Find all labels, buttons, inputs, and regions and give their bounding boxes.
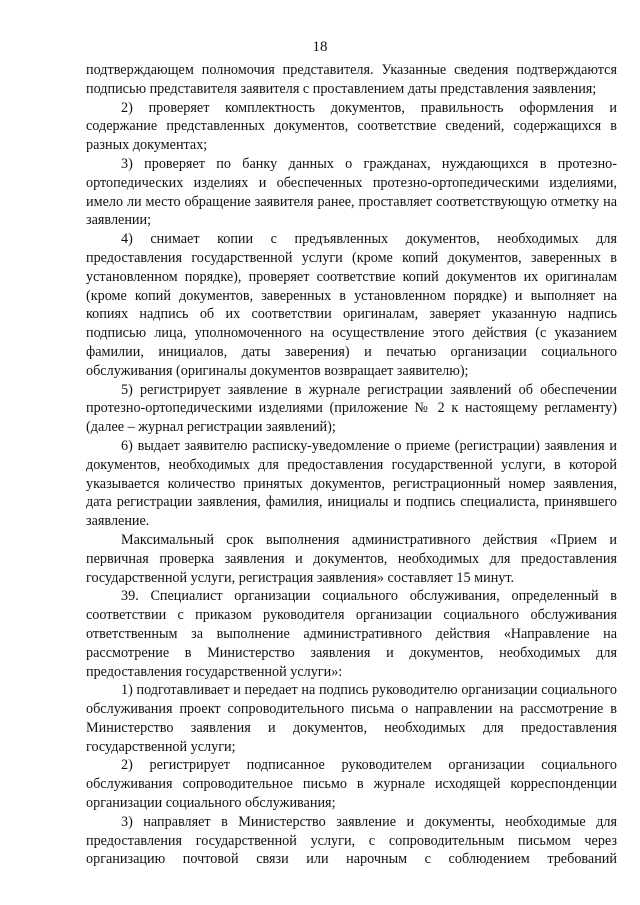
paragraph-item-5: 5) регистрирует заявление в журнале регистрации заявлений об обеспечении протезно-ортопедическими изделиями (приложение № 2 к настоящему регламенту) (далее – журнал регистрации заявлений); [86,381,617,436]
paragraph-item-3: 3) проверяет по банку данных о гражданах, нуждающихся в протезно-ортопедических изделиях и обеспеченных протезно-ортопедическими изделиями, имело ли место обращение заявителя ранее, проставляет соответствующую отметку на заявлении; [86,155,617,229]
paragraph-item-2: 2) проверяет комплектность документов, правильность оформления и содержание представленных документов, соответствие сведений, содержащихся в разных документах; [86,99,617,154]
paragraph-max-duration: Максимальный срок выполнения административного действия «Прием и первичная проверка заявления и документов, необходимых для предоставления государственной услуги, регистрация заявления» составляет 15 минут. [86,531,617,586]
paragraph-section-39: 39. Специалист организации социального обслуживания, определенный в соответствии с приказом руководителя организации социального обслуживания ответственным за выполнение административного действия «Направление на рассмотрение в Министерство заявления и документов, необходимых для предоставления государственной услуги»: [86,588,617,680]
paragraph-39-item-2: 2) регистрирует подписанное руководителем организации социального обслуживания сопроводительное письмо в журнале исходящей корреспонденции организации социального обслуживания; [86,757,617,812]
paragraph-item-6: 6) выдает заявителю расписку-уведомление о приеме (регистрации) заявления и документов, необходимых для предоставления государственной услуги, в которой указывается количество принятых документов, регистрационный номер заявления, дата регистрации заявления, фамилия, инициалы и подпись специалиста, принявшего заявление. [86,437,617,530]
document-body [86,61,617,869]
paragraph-continuation: подтверждающем полномочия представителя. Указанные сведения подтверждаются подписью представителя заявителя с проставлением даты представления заявления; [86,62,617,97]
page-number: 18 [312,39,328,55]
paragraph-item-4: 4) снимает копии с предъявленных документов, необходимых для предоставления государственной услуги (кроме копий документов, заверенных в установленном порядке), проверяет соответствие копий документов их оригиналам (кроме копий документов, заверенных в установленном порядке) и выполняет на копиях надпись об их соответствии оригиналам, заверяет указанную надпись подписью лица, уполномоченного на осуществление этого действия (с указанием фамилии, инициалов, даты заверения) и печатью организации социального обслуживания (оригиналы документов возвращает заявителю); [86,231,617,379]
paragraph-39-item-3: 3) направляет в Министерство заявление и документы, необходимые для предоставления государственной услуги, с сопроводительным письмом через организацию почтовой связи или нарочным с соблюдением требований [86,813,617,868]
paragraph-39-item-1: 1) подготавливает и передает на подпись руководителю организации социального обслуживания проект сопроводительного письма о направлении на рассмотрение в Министерство заявления и документов, необходимых для предоставления государственной услуги; [86,682,617,755]
